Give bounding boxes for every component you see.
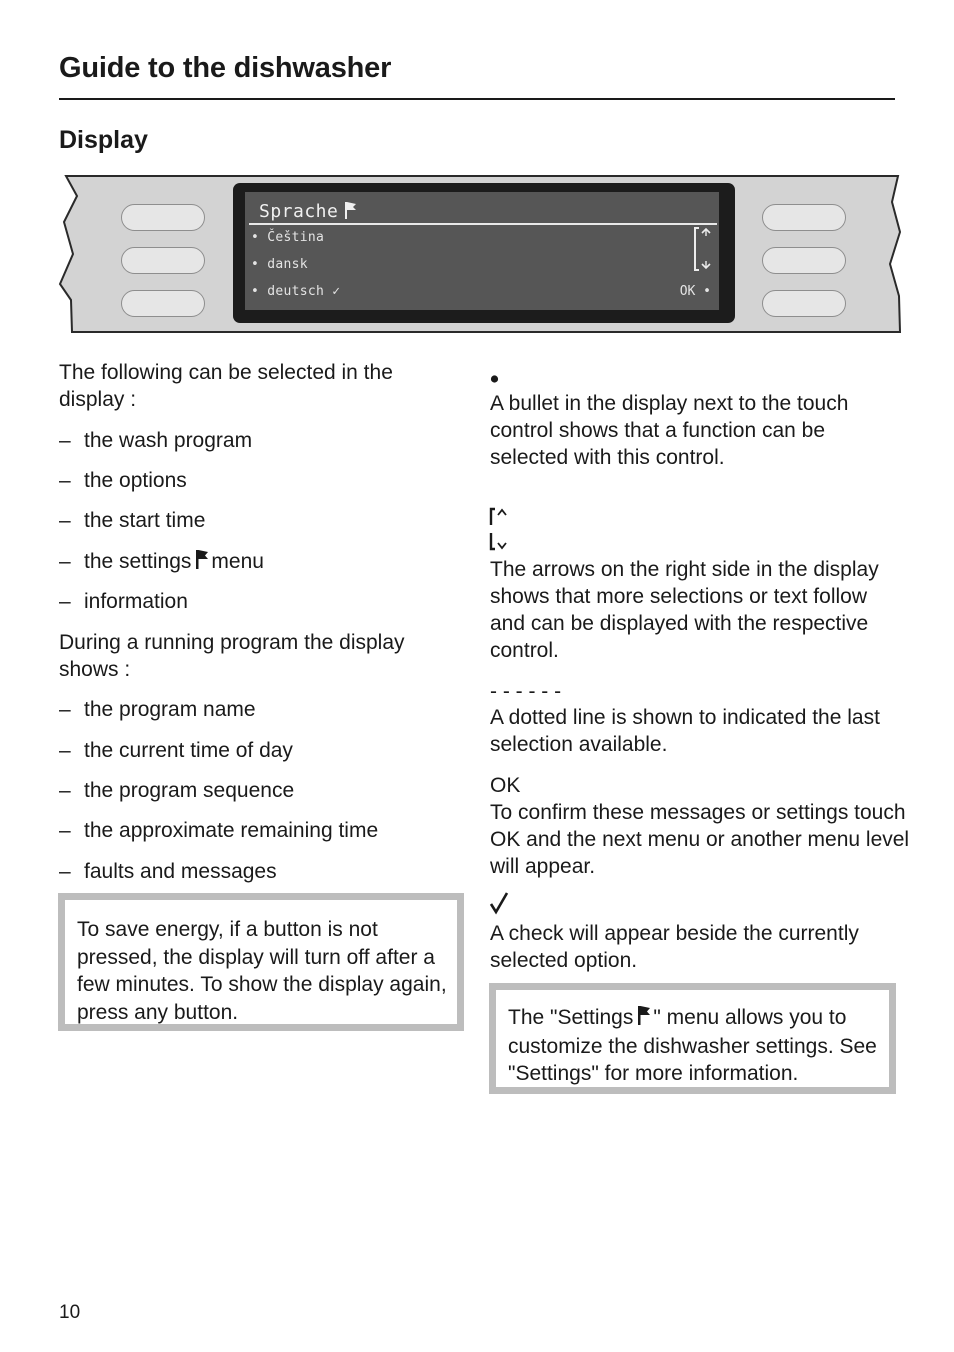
list-item xyxy=(59,777,294,804)
dotted-line-explanation: A dotted line is shown to indicated the last selection available. xyxy=(490,706,880,756)
settings-note-text: " menu allows you to customize the dishwasher settings. See "Settings" for more information. xyxy=(508,1006,877,1085)
dash-bullet: – xyxy=(59,469,71,492)
display-ok-label: OK • xyxy=(679,284,711,299)
dash-bullet: – xyxy=(59,429,71,452)
display-heading xyxy=(259,201,357,224)
display-item-3: • deutsch ✓ xyxy=(251,284,341,299)
list-item xyxy=(59,817,378,844)
flag-icon xyxy=(344,201,357,224)
title-divider xyxy=(59,98,895,100)
dash-bullet: – xyxy=(59,698,71,721)
list-item xyxy=(59,427,252,454)
bullet-explanation: A bullet in the display next to the touch control shows that a function can be selected with this control. xyxy=(490,392,849,469)
display-heading-rule xyxy=(249,223,717,225)
list-item-suffix: menu xyxy=(211,550,264,573)
display-item-1: • Čeština xyxy=(251,230,325,245)
left-touch-control-3[interactable] xyxy=(121,290,205,317)
display-screen xyxy=(245,192,719,310)
dash-bullet: – xyxy=(59,509,71,532)
list-item xyxy=(59,467,187,494)
arrows-explanation: The arrows on the right side in the display shows that more selections or text follow and can be displayed with the respective control. xyxy=(490,558,879,662)
running-intro-paragraph: During a running program the display shows : xyxy=(59,631,405,681)
bullet-icon xyxy=(490,371,500,389)
dash-bullet: – xyxy=(59,819,71,842)
list-item xyxy=(59,737,293,764)
list-item-text: faults and messages xyxy=(84,860,277,883)
flag-icon xyxy=(637,1005,651,1033)
flag-icon xyxy=(195,549,209,576)
right-touch-control-1[interactable] xyxy=(762,204,846,231)
page-number: 10 xyxy=(59,1302,81,1323)
list-item-text: information xyxy=(84,590,188,613)
check-explanation: A check will appear beside the currently selected option. xyxy=(490,922,859,972)
ok-explanation: To confirm these messages or settings touch OK and the next menu or another menu level will appear. xyxy=(490,801,910,878)
check-icon xyxy=(489,891,509,920)
left-touch-control-1[interactable] xyxy=(121,204,205,231)
display-item-2: • dansk xyxy=(251,257,308,272)
list-item-text: the start time xyxy=(84,509,206,532)
list-item xyxy=(59,858,277,885)
list-item xyxy=(59,507,205,534)
dash-bullet: – xyxy=(59,860,71,883)
list-item-text: the program name xyxy=(84,698,256,721)
energy-note-box xyxy=(58,893,464,1031)
list-item-text: the options xyxy=(84,469,187,492)
right-touch-control-3[interactable] xyxy=(762,290,846,317)
settings-note-box xyxy=(489,983,896,1094)
list-item-text: the wash program xyxy=(84,429,253,452)
list-item-text: the approximate remaining time xyxy=(84,819,379,842)
list-item xyxy=(59,548,264,576)
right-touch-control-2[interactable] xyxy=(762,247,846,274)
settings-note-prefix: The "Settings xyxy=(508,1006,634,1029)
intro-paragraph: The following can be selected in the display : xyxy=(59,361,393,411)
ok-symbol: OK xyxy=(490,774,521,797)
list-item xyxy=(59,696,256,723)
energy-note-text: To save energy, if a button is not pressed, the display will turn off after a few minutes. To show the display again, press any button. xyxy=(77,918,447,1024)
scroll-arrows-icon xyxy=(489,507,511,556)
list-item-text: the program sequence xyxy=(84,779,295,802)
dash-bullet: – xyxy=(59,550,71,573)
section-title: Display xyxy=(59,126,148,154)
page-title: Guide to the dishwasher xyxy=(59,52,392,84)
left-touch-control-2[interactable] xyxy=(121,247,205,274)
dash-bullet: – xyxy=(59,779,71,802)
display-bezel xyxy=(233,183,735,323)
list-item-text: the settings xyxy=(84,550,192,573)
control-panel-illustration xyxy=(58,172,902,336)
dash-bullet: – xyxy=(59,590,71,613)
list-item xyxy=(59,588,188,615)
dash-bullet: – xyxy=(59,739,71,762)
scroll-arrows-icon xyxy=(693,226,713,276)
display-heading-text: Sprache xyxy=(259,201,339,222)
dotted-line-symbol: - - - - - - xyxy=(490,680,562,703)
list-item-text: the current time of day xyxy=(84,739,293,762)
